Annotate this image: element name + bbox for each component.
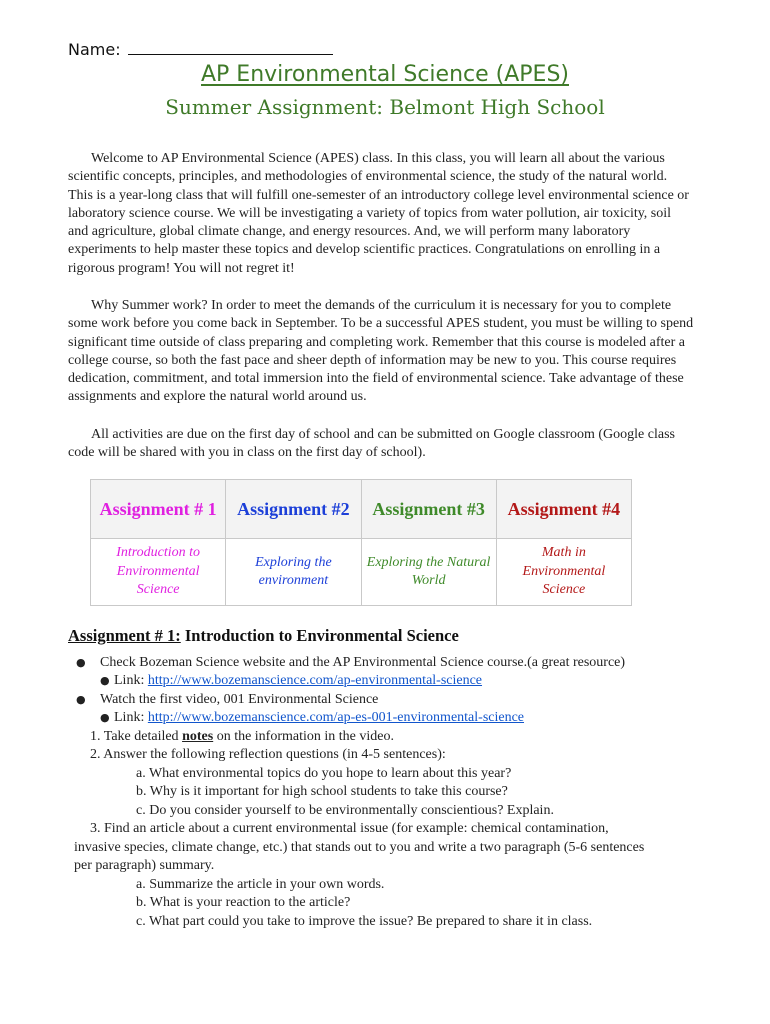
list-item-text: Check Bozeman Science website and the AP Environmental Science course.(a great resource): [100, 655, 626, 670]
intro-paragraph-due-date: All activities are due on the first day of school and can be submitted on Google classroom (Google class code will be shared with you in class on the first day of school).: [68, 427, 675, 461]
step-3a: a. Summarize the article in your own words.: [136, 877, 385, 892]
assignment-3-topic: Exploring the Natural World: [361, 539, 496, 606]
page-title: AP Environmental Science (APES): [201, 62, 569, 87]
assignment-table-header-row: [91, 480, 632, 539]
step-2: 2. Answer the following reflection questions (in 4-5 sentences):: [90, 747, 446, 762]
bozeman-video-link[interactable]: http://www.bozemanscience.com/ap-es-001-environmental-science: [147, 710, 525, 725]
notes-emphasis: notes: [182, 729, 214, 744]
bozeman-course-link[interactable]: http://www.bozemanscience.com/ap-environmental-science: [147, 673, 483, 688]
intro-paragraph-welcome: Welcome to AP Environmental Science (APES) class. In this class, you will learn all about the various scientific concepts, principles, and methodologies of environmental science, the study of the natural world. This is a year-long class that will fulfill one-semester of an introductory college level environmental science or laboratory science course. We will be investigating a variety of topics from water pollution, air toxicity, soil and agriculture, global climate change, and energy resources. And, we will perform many laboratory experiments to help master these topics and develop scientific practices. Congratulations on enrolling in a rigorous program! You will not regret it!: [68, 151, 689, 276]
section-1-heading-prefix: Assignment # 1:: [68, 626, 181, 645]
bullet-icon: ●: [100, 674, 110, 687]
link-label: Link:: [114, 673, 148, 688]
assignment-2-header: Assignment #2: [226, 480, 361, 539]
step-2b: b. Why is it important for high school students to take this course?: [136, 784, 508, 799]
step-2c: c. Do you consider yourself to be environmentally conscientious? Explain.: [136, 803, 554, 818]
step-3-line-2: invasive species, climate change, etc.) that stands out to you and write a two paragraph (5-6 sentences: [74, 840, 645, 855]
step-3c: c. What part could you take to improve the issue? Be prepared to share it in class.: [136, 914, 593, 929]
list-item: [100, 672, 482, 690]
assignment-1-header: Assignment # 1: [91, 480, 226, 539]
name-field: [68, 38, 333, 59]
name-label: Name:: [68, 40, 121, 59]
list-item: [76, 691, 378, 709]
list-item: [100, 709, 524, 727]
step-1: 1. Take detailed notes on the information in the video.: [90, 729, 394, 744]
assignment-table-topic-row: [91, 539, 632, 606]
link-label: Link:: [114, 710, 148, 725]
step-3b: b. What is your reaction to the article?: [136, 895, 351, 910]
bullet-icon: ●: [76, 693, 86, 706]
list-item-text: Watch the first video, 001 Environmental Science: [100, 692, 379, 707]
assignment-2-topic: Exploring the environment: [226, 539, 361, 606]
bullet-icon: ●: [76, 656, 86, 669]
name-blank-line: [128, 38, 333, 55]
step-3-line-1: 3. Find an article about a current environmental issue (for example: chemical contamination,: [90, 821, 609, 836]
assignment-1-topic: Introduction to Environmental Science: [91, 539, 226, 606]
assignment-4-topic: Math in Environmental Science: [496, 539, 631, 606]
list-item: [76, 654, 625, 672]
bullet-icon: ●: [100, 711, 110, 724]
step-2a: a. What environmental topics do you hope to learn about this year?: [136, 766, 512, 781]
intro-paragraph-summer-work: Why Summer work? In order to meet the demands of the curriculum it is necessary for you to complete some work before you come back in September. To be a successful APES student, you must be willing to spend significant time outside of class preparing and completing work. Remember that this course is modeled after a college course, so both the fast pace and sheer depth of information may be new to you. This course requires dedication, commitment, and total immersion into the field of environmental science. Take advantage of these assignments and explore the natural world around us.: [68, 298, 694, 405]
assignment-4-header: Assignment #4: [496, 480, 631, 539]
step-3-line-3: per paragraph) summary.: [74, 858, 215, 873]
assignment-table: [90, 479, 632, 606]
assignment-3-header: Assignment #3: [361, 480, 496, 539]
page-subtitle: Summer Assignment: Belmont High School: [165, 95, 605, 119]
section-1-heading-title: Introduction to Environmental Science: [180, 626, 459, 645]
section-1-heading: [68, 626, 459, 646]
